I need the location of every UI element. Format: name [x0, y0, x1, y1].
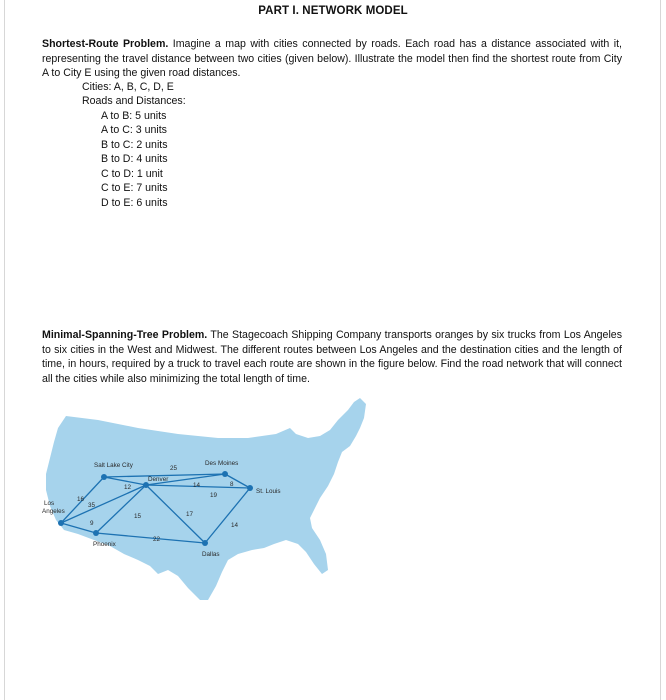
edge-label-la-phx: 9: [90, 520, 94, 527]
city-label-phoenix: Phoenix: [93, 541, 116, 548]
road-item: C to E: 7 units: [101, 182, 168, 194]
city-node-dallas: [202, 540, 208, 546]
road-item: A to B: 5 units: [101, 110, 167, 122]
roads-heading: Roads and Distances:: [82, 95, 186, 107]
edge-label-den-phx: 15: [134, 513, 142, 520]
city-node-des-moines: [222, 471, 228, 477]
page-title: PART I. NETWORK MODEL: [258, 5, 408, 17]
page-right-border: [660, 0, 661, 700]
city-node-los-angeles: [58, 520, 64, 526]
edge-label-den-dal: 17: [186, 511, 194, 518]
spanning-tree-paragraph: [42, 328, 622, 386]
city-node-st-louis: [247, 485, 253, 491]
edge-label-la-den: 35: [88, 502, 96, 509]
edge-label-den-dm: 14: [193, 482, 201, 489]
spanning-tree-body: The Stagecoach Shipping Company transports oranges by six trucks from Los Angeles to six cities in the West and Midwest. The different routes between Los Angeles and the destination cities and the length of time, in hours, required by a truck to travel each route are shown in the figure below. Find the road network that will connect all the cities while also minimizing the total length of time.: [42, 329, 622, 385]
city-label-los-angeles-line1: Los: [44, 500, 55, 507]
us-map-land: [46, 398, 366, 600]
city-label-des-moines: Des Moines: [205, 460, 239, 467]
city-node-phoenix: [93, 530, 99, 536]
city-label-denver: Denver: [148, 476, 169, 483]
shortest-route-heading: Shortest-Route Problem.: [42, 38, 169, 50]
road-item: A to C: 3 units: [101, 124, 167, 136]
road-item: C to D: 1 unit: [101, 168, 163, 180]
edge-label-phx-dal: 22: [153, 536, 161, 543]
edge-label-den-stl: 19: [210, 492, 218, 499]
edge-label-dm-stl: 8: [230, 481, 234, 488]
edge-label-slc-dm: 25: [170, 465, 178, 472]
edge-label-slc-den: 12: [124, 484, 132, 491]
spanning-tree-heading: Minimal-Spanning-Tree Problem.: [42, 329, 208, 341]
city-label-los-angeles-line2: Angeles: [42, 508, 65, 515]
road-item: B to D: 4 units: [101, 153, 168, 165]
road-item: B to C: 2 units: [101, 139, 168, 151]
cities-line: Cities: A, B, C, D, E: [82, 81, 174, 93]
page-left-border: [4, 0, 5, 700]
edge-label-stl-dal: 14: [231, 522, 239, 529]
edge-label-la-slc: 16: [77, 496, 85, 503]
city-label-salt-lake-city: Salt Lake City: [94, 462, 133, 469]
shortest-route-paragraph: [42, 37, 622, 81]
city-label-st-louis: St. Louis: [256, 488, 281, 495]
city-node-salt-lake-city: [101, 474, 107, 480]
network-map: [38, 394, 378, 616]
shortest-route-body: Imagine a map with cities connected by roads. Each road has a distance associated with it, representing the travel distance between two cities (given below). Illustrate the model then find the shortest route from City A to City E using the given road distances.: [42, 38, 622, 79]
city-label-dallas: Dallas: [202, 551, 220, 558]
road-item: D to E: 6 units: [101, 197, 168, 209]
